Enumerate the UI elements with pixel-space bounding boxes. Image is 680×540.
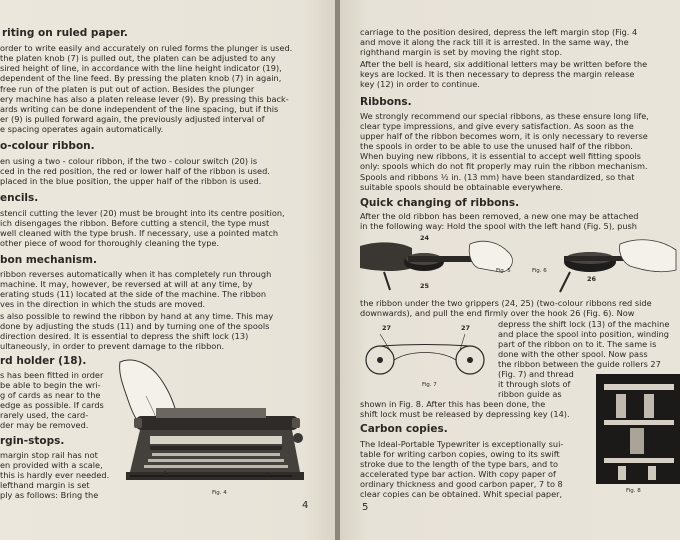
text-line: be able to begin the wri- bbox=[0, 380, 101, 390]
fig6-label-26: 26 bbox=[587, 275, 597, 283]
text-line: other piece of wood for thoroughly cleaning the type. bbox=[0, 238, 220, 248]
page-number-right: 5 bbox=[362, 502, 369, 513]
heading-margin-stops: rgin-stops. bbox=[0, 435, 65, 447]
text-line: ich disengages the ribbon. Before cutting a stencil, the type must bbox=[0, 218, 270, 228]
text-line: ordinary thickness and good carbon paper, 7 to 8 bbox=[360, 479, 563, 489]
text-line: it through slots of bbox=[498, 379, 571, 389]
text-line: (Fig. 7) and thread bbox=[498, 369, 574, 379]
text-line: the ribbon between the guide rollers 27 bbox=[498, 359, 661, 369]
text-line: done with the other spool. Now pass bbox=[498, 349, 648, 359]
text-line: in the following way: Hold the spool with the left hand (Fig. 5), push bbox=[360, 221, 637, 231]
text-line: erating studs (11) located at the side of the machine. The ribbon bbox=[0, 289, 267, 299]
text-line: When buying new ribbons, it is essential to accept well fitting spools bbox=[360, 151, 641, 161]
heading-two-colour-ribbon: o-colour ribbon. bbox=[0, 140, 95, 152]
text-line: en provided with a scale, bbox=[0, 460, 103, 470]
text-line: ced in the red position, the red or lower half of the ribbon is used. bbox=[0, 166, 270, 176]
text-line: shift lock must be released by depressing key (14). bbox=[360, 409, 570, 419]
heading-card-holder: rd holder (18). bbox=[0, 355, 87, 367]
text-line: ery machine has also a platen release lever (9). By pressing this back- bbox=[0, 94, 289, 104]
text-line: shown in Fig. 8. After this has been done, the bbox=[360, 399, 546, 409]
text-line: accelerated type bar action. With copy paper of bbox=[360, 469, 556, 479]
text-line: this is hardly ever needed. bbox=[0, 470, 110, 480]
text-line: sired height of line, in accordance with the line height indicator (19), bbox=[0, 63, 282, 73]
text-line: After the old ribbon has been removed, a new one may be attached bbox=[360, 211, 639, 221]
text-line: ultaneously, in order to prevent damage to the ribbon. bbox=[0, 341, 225, 351]
left-page bbox=[0, 0, 335, 540]
text-line: ards writing can be done independent of the line spacing, but if this bbox=[0, 104, 279, 114]
text-line: and move it along the rack till it is arrested. In the same way, the bbox=[360, 37, 629, 47]
text-line: done by adjusting the studs (11) and by turning one of the spools bbox=[0, 321, 270, 331]
fig7-guide-rollers-diagram bbox=[360, 330, 500, 390]
text-line: dependent of the line feed. By pressing the platen knob (7) in again, bbox=[0, 73, 282, 83]
text-line: carriage to the position desired, depress the left margin stop (Fig. 4 bbox=[360, 27, 638, 37]
text-line: only: spools which do not fit properly may ruin the ribbon mechanism. bbox=[360, 161, 648, 171]
fig8-ribbon-guide-photo bbox=[596, 374, 680, 484]
fig5-spool-illustration bbox=[360, 232, 520, 294]
text-line: key (12) in order to continue. bbox=[360, 79, 480, 89]
heading-carbon-copies: Carbon copies. bbox=[360, 423, 448, 435]
text-line: and place the spool into position, winding bbox=[498, 329, 669, 339]
fig4-typewriter-illustration bbox=[116, 356, 306, 488]
fig8-caption: Fig. 8 bbox=[626, 488, 641, 494]
text-line: der may be removed. bbox=[0, 420, 89, 430]
text-line: Spools and ribbons ½ in. (13 mm) have been standardized, so that bbox=[360, 172, 635, 182]
text-line: e spacing operates again automatically. bbox=[0, 124, 164, 134]
heading-stencils: encils. bbox=[0, 192, 39, 204]
text-line: downwards), and pull the end firmly over the hook 26 (Fig. 6). Now bbox=[360, 308, 635, 318]
text-line: machine. It may, however, be reversed at will at any time, by bbox=[0, 279, 253, 289]
fig4-label-a: a bbox=[265, 470, 270, 478]
fig5-caption: Fig. 5 bbox=[496, 268, 511, 274]
text-line: ribbon guide as bbox=[498, 389, 562, 399]
text-line: We strongly recommend our special ribbons, as these ensure long life, bbox=[360, 111, 649, 121]
text-line: g of cards as near to the bbox=[0, 390, 101, 400]
fig5-label-24: 24 bbox=[420, 234, 430, 242]
fig4-caption: Fig. 4 bbox=[212, 490, 227, 496]
text-line: ves in the direction in which the studs are moved. bbox=[0, 299, 206, 309]
text-line: lefthand margin is set bbox=[0, 480, 90, 490]
heading-ribbons: Ribbons. bbox=[360, 96, 412, 108]
text-line: en using a two - colour ribbon, if the two - colour switch (20) is bbox=[0, 156, 258, 166]
fig7-label-27-left: 27 bbox=[382, 324, 392, 332]
fig6-spool-illustration bbox=[550, 234, 680, 294]
fig6-caption: Fig. 6 bbox=[532, 268, 547, 274]
text-line: keys are locked. It is then necessary to depress the margin release bbox=[360, 69, 635, 79]
text-line: ply as follows: Bring the bbox=[0, 490, 99, 500]
fig7-caption: Fig. 7 bbox=[422, 382, 437, 388]
heading-quick-changing: Quick changing of ribbons. bbox=[360, 197, 520, 209]
heading-ruled-paper: riting on ruled paper. bbox=[2, 27, 128, 39]
text-line: upper half of the ribbon becomes worn, it is only necessary to reverse bbox=[360, 131, 648, 141]
fig4-label-b: b bbox=[164, 470, 169, 478]
text-line: The Ideal-Portable Typewriter is exceptionally sui- bbox=[360, 439, 564, 449]
text-line: After the bell is heard, six additional letters may be written before the bbox=[360, 59, 648, 69]
text-line: clear copies can be obtained. Whit special paper, bbox=[360, 489, 563, 499]
text-line: placed in the blue position, the upper half of the ribbon is used. bbox=[0, 176, 262, 186]
text-line: stroke due to the length of the type bars, and to bbox=[360, 459, 559, 469]
fig7-label-27-right: 27 bbox=[461, 324, 471, 332]
text-line: stencil cutting the lever (20) must be brought into its centre position, bbox=[0, 208, 285, 218]
text-line: suitable spools should be obtainable everywhere. bbox=[360, 182, 564, 192]
right-page bbox=[340, 0, 680, 540]
text-line: er (9) is pulled forward again, the previously adjusted interval of bbox=[0, 114, 265, 124]
text-line: righthand margin is set by moving the right stop. bbox=[360, 47, 563, 57]
text-line: margin stop rail has not bbox=[0, 450, 98, 460]
text-line: the platen knob (7) is pulled out, the platen can be adjusted to any bbox=[0, 53, 276, 63]
page-number-left: 4 bbox=[302, 500, 309, 511]
text-line: free run of the platen is put out of action. Besides the plunger bbox=[0, 84, 255, 94]
text-line: edge as possible. If cards bbox=[0, 400, 104, 410]
text-line: order to write easily and accurately on ruled forms the plunger is used. bbox=[0, 43, 293, 53]
text-line: s has been fitted in order bbox=[0, 370, 104, 380]
text-line: depress the shift lock (13) of the machine bbox=[498, 319, 670, 329]
text-line: well cleaned with the type brush. If necessary, use a pointed match bbox=[0, 228, 279, 238]
text-line: the spools in order to be able to use the unused half of the ribbon. bbox=[360, 141, 633, 151]
text-line: s also possible to rewind the ribbon by hand at any time. This may bbox=[0, 311, 274, 321]
text-line: clear type impressions, and give every satisfaction. As soon as the bbox=[360, 121, 634, 131]
text-line: ribbon reverses automatically when it has completely run through bbox=[0, 269, 272, 279]
text-line: rarely used, the card- bbox=[0, 410, 89, 420]
text-line: table for writing carbon copies, owing to its swift bbox=[360, 449, 560, 459]
text-line: the ribbon under the two grippers (24, 25) (two-colour ribbons red side bbox=[360, 298, 652, 308]
text-line: direction desired. It is essential to depress the shift lock (13) bbox=[0, 331, 249, 341]
text-line: part of the ribbon on to it. The same is bbox=[498, 339, 657, 349]
heading-ribbon-mechanism: bon mechanism. bbox=[0, 254, 97, 266]
fig5-label-25: 25 bbox=[420, 282, 430, 290]
